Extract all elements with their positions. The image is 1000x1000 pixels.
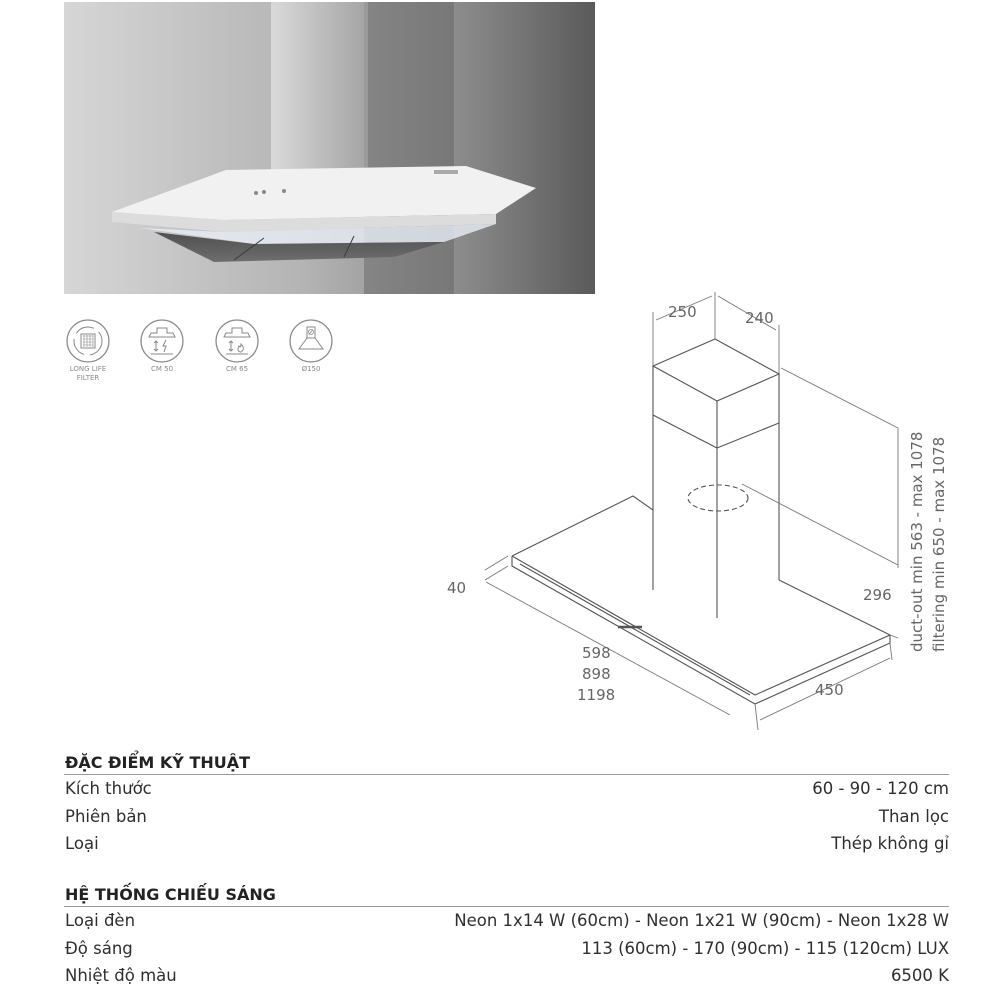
spec-row [64,907,949,935]
dim-top-right: 240 [745,309,774,327]
dim-width-598: 598 [582,644,611,662]
dim-chimney-height: 296 [863,586,892,604]
technical-drawing [420,290,980,730]
spec-row [64,962,949,990]
spec-row [64,803,949,831]
feature-label: FILTER [76,374,100,382]
dim-height-duct: duct-out min 563 - max 1078 [908,431,926,652]
lighting-section [64,884,949,990]
spec-value: 113 (60cm) - 170 (90cm) - 115 (120cm) LUX [581,938,949,958]
spec-value: Than lọc [878,806,949,826]
lighting-title: HỆ THỐNG CHIẾU SÁNG [64,884,949,907]
dim-width-1198: 1198 [577,686,616,704]
cm50-height-icon [139,318,185,364]
feature-label: CM 50 [150,365,174,373]
long-life-filter-icon [65,318,111,364]
feature-duct-150 [273,318,349,374]
spec-value: Neon 1x14 W (60cm) - Neon 1x21 W (90cm) - Neon 1x28 W [454,911,949,930]
spec-key: Kích thước [65,779,152,798]
spec-row [64,775,949,803]
spec-key: Loại [65,834,99,853]
feature-label: Ø150 [301,365,321,373]
dim-depth: 450 [815,681,844,699]
cm65-height-icon [214,318,260,364]
specs-section [64,752,949,858]
feature-label: CM 65 [225,365,249,373]
duct-diameter-icon [288,318,334,364]
spec-key: Loại đèn [65,911,136,930]
feature-cm65 [199,318,275,374]
dim-width-898: 898 [582,665,611,683]
dim-thickness: 40 [447,579,467,597]
spec-key: Nhiệt độ màu [65,966,177,985]
dim-top-left: 250 [668,303,697,321]
feature-cm50 [124,318,200,374]
spec-value: 6500 K [890,966,949,985]
spec-row [64,935,949,963]
feature-long-life-filter [50,318,126,382]
specs-title: ĐẶC ĐIỂM KỸ THUẬT [64,752,949,775]
spec-row [64,830,949,858]
product-photo [64,2,595,294]
feature-label: LONG LIFE [69,365,107,373]
spec-value: Thép không gỉ [831,834,949,853]
spec-value: 60 - 90 - 120 cm [812,779,949,798]
spec-key: Phiên bản [65,806,147,826]
spec-key: Độ sáng [65,938,133,958]
dim-height-filter: filtering min 650 - max 1078 [930,436,948,652]
